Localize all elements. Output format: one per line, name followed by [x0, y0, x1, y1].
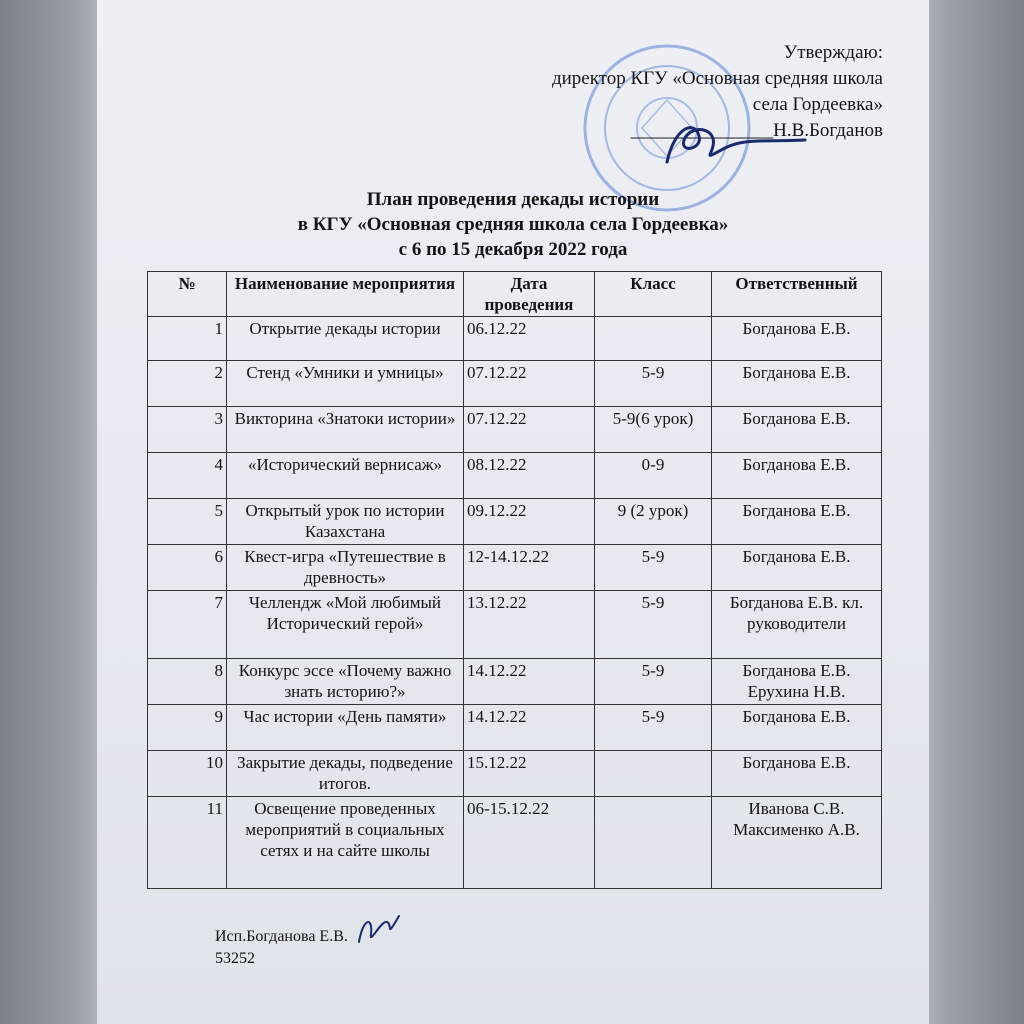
title-line-1: План проведения декады истории	[366, 189, 660, 210]
title-line-2: в КГУ «Основная средняя школа села Гордеевка»	[297, 214, 729, 235]
row-class	[595, 797, 712, 889]
row-responsible: Иванова С.В. Максименко А.В.	[712, 797, 882, 889]
row-class: 5-9	[595, 705, 712, 751]
row-class: 5-9(6 урок)	[595, 407, 712, 453]
row-responsible: Богданова Е.В.	[712, 545, 882, 591]
document-page	[97, 0, 929, 1024]
table-row	[148, 545, 882, 591]
table-row	[148, 317, 882, 361]
row-date: 08.12.22	[464, 453, 595, 499]
table-row	[148, 453, 882, 499]
row-event-name: Открытие декады истории	[227, 317, 464, 361]
approval-director: директор КГУ «Основная средняя школа	[551, 68, 883, 89]
row-class: 5-9	[595, 659, 712, 705]
table-row	[148, 705, 882, 751]
row-event-name: Стенд «Умники и умницы»	[227, 361, 464, 407]
row-responsible: Богданова Е.В.	[712, 317, 882, 361]
title-line-3: с 6 по 15 декабря 2022 года	[398, 239, 628, 260]
row-event-name: «Исторический вернисаж»	[227, 453, 464, 499]
row-class	[595, 751, 712, 797]
header-number: №	[148, 272, 227, 317]
row-class	[595, 317, 712, 361]
table-row	[148, 361, 882, 407]
row-event-name: Конкурс эссе «Почему важно знать историю?»	[227, 659, 464, 705]
row-responsible: Богданова Е.В.	[712, 499, 882, 545]
row-number: 2	[148, 361, 227, 407]
row-responsible: Богданова Е.В.	[712, 751, 882, 797]
executor-signature-icon	[355, 912, 403, 948]
row-class: 0-9	[595, 453, 712, 499]
executor-phone: 53252	[215, 950, 255, 967]
row-date: 13.12.22	[464, 591, 595, 659]
row-date: 07.12.22	[464, 361, 595, 407]
header-class: Класс	[595, 272, 712, 317]
row-responsible: Богданова Е.В.	[712, 453, 882, 499]
row-number: 10	[148, 751, 227, 797]
row-event-name: Челлендж «Мой любимый Исторический герой»	[227, 591, 464, 659]
row-date: 06.12.22	[464, 317, 595, 361]
row-event-name: Час истории «День памяти»	[227, 705, 464, 751]
row-number: 8	[148, 659, 227, 705]
approval-signer: _______________Н.В.Богданов	[630, 120, 883, 141]
row-number: 1	[148, 317, 227, 361]
row-date: 12-14.12.22	[464, 545, 595, 591]
row-class: 9 (2 урок)	[595, 499, 712, 545]
table-row	[148, 407, 882, 453]
row-date: 09.12.22	[464, 499, 595, 545]
row-date: 15.12.22	[464, 751, 595, 797]
header-responsible: Ответственный	[712, 272, 882, 317]
row-number: 3	[148, 407, 227, 453]
table-row	[148, 751, 882, 797]
row-date: 14.12.22	[464, 705, 595, 751]
approval-signer-name: Н.В.Богданов	[773, 120, 883, 141]
row-number: 6	[148, 545, 227, 591]
row-event-name: Освещение проведенных мероприятий в социальных сетях и на сайте школы	[227, 797, 464, 889]
table-row	[148, 591, 882, 659]
row-event-name: Квест-игра «Путешествие в древность»	[227, 545, 464, 591]
row-number: 11	[148, 797, 227, 889]
row-event-name: Закрытие декады, подведение итогов.	[227, 751, 464, 797]
table-row	[148, 499, 882, 545]
row-class: 5-9	[595, 591, 712, 659]
row-responsible: Богданова Е.В.	[712, 407, 882, 453]
table-row	[148, 659, 882, 705]
executor-name: Исп.Богданова Е.В.	[215, 928, 348, 945]
executor-block	[215, 926, 348, 970]
document-title	[97, 187, 929, 262]
row-responsible: Богданова Е.В. кл. руководители	[712, 591, 882, 659]
row-event-name: Викторина «Знатоки истории»	[227, 407, 464, 453]
row-date: 07.12.22	[464, 407, 595, 453]
row-responsible: Богданова Е.В. Ерухина Н.В.	[712, 659, 882, 705]
row-class: 5-9	[595, 545, 712, 591]
row-number: 7	[148, 591, 227, 659]
table-header-row	[148, 272, 882, 317]
row-number: 5	[148, 499, 227, 545]
row-number: 9	[148, 705, 227, 751]
row-responsible: Богданова Е.В.	[712, 705, 882, 751]
header-date: Дата проведения	[464, 272, 595, 317]
row-date: 14.12.22	[464, 659, 595, 705]
header-event-name: Наименование мероприятия	[227, 272, 464, 317]
row-number: 4	[148, 453, 227, 499]
events-table	[147, 271, 882, 889]
row-date: 06-15.12.22	[464, 797, 595, 889]
row-class: 5-9	[595, 361, 712, 407]
table-row	[148, 797, 882, 889]
row-responsible: Богданова Е.В.	[712, 361, 882, 407]
approval-heading: Утверждаю:	[783, 42, 883, 63]
row-event-name: Открытый урок по истории Казахстана	[227, 499, 464, 545]
approval-village: села Гордеевка»	[752, 94, 883, 115]
director-signature-icon	[655, 118, 825, 168]
